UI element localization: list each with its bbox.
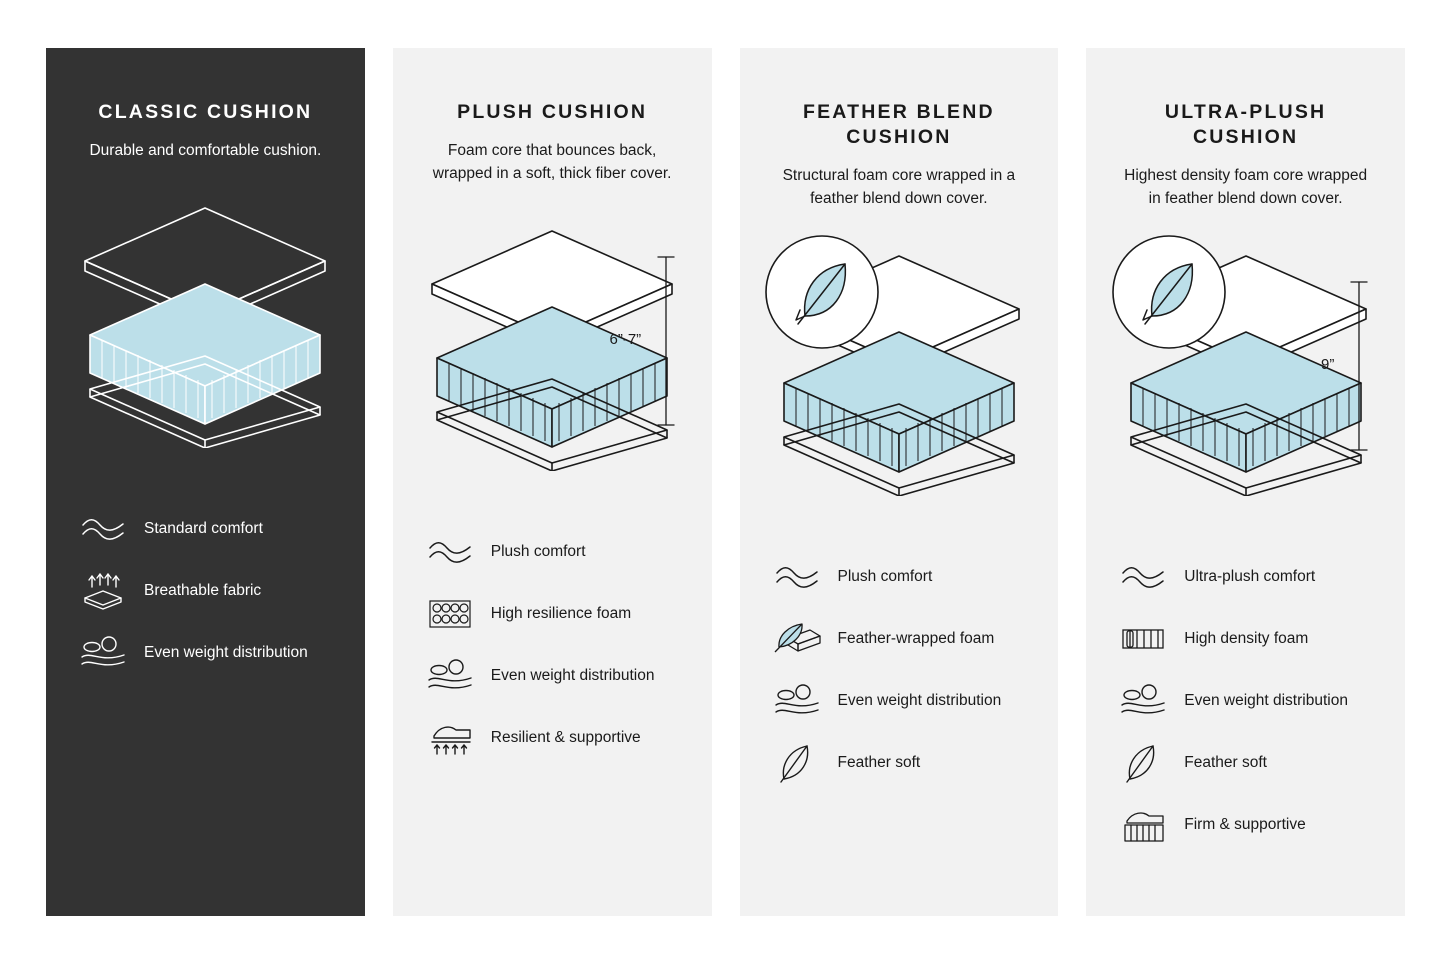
wave-icon (419, 539, 481, 565)
firm-support-icon (1119, 805, 1167, 845)
high-density-foam-icon (1112, 623, 1174, 655)
cushion-diagram-area (419, 211, 686, 511)
feather-icon (777, 741, 817, 785)
feature-list (72, 506, 339, 676)
cushion-card-ultra-plush-cushion[interactable] (1086, 48, 1405, 916)
feather-wrapped-foam-icon (772, 620, 822, 658)
feature-label: Standard comfort (144, 519, 263, 537)
feather-icon (766, 741, 828, 785)
feather-wrapped-foam-icon (766, 620, 828, 658)
weight-distribution-icon (79, 635, 127, 671)
weight-distribution-icon (1112, 683, 1174, 719)
feature-label: Feather soft (837, 753, 921, 771)
feature-label: Even weight distribution (144, 643, 308, 661)
feature-label: Even weight distribution (490, 666, 655, 684)
feature-label: Even weight distribution (837, 691, 1002, 709)
cushion-diagram-area (1112, 236, 1379, 536)
card-description: Foam core that bounces back, wrapped in a soft, thick fiber cover. (432, 141, 672, 183)
wave-icon (774, 564, 820, 590)
dimension-label: 9” (1321, 356, 1335, 374)
feature-item (766, 740, 1033, 786)
wave-icon (427, 539, 473, 565)
feature-label: High density foam (1184, 629, 1309, 647)
feather-badge-icon (762, 232, 882, 352)
feature-item (419, 653, 686, 699)
cushion-layer-diagram (70, 188, 340, 448)
feature-label: Feather soft (1184, 753, 1267, 771)
feature-label: Even weight distribution (1184, 691, 1348, 709)
card-title: PLUSH CUSHION (457, 101, 648, 123)
feature-list (766, 554, 1033, 786)
wave-icon (80, 516, 126, 542)
feature-item (419, 591, 686, 637)
cushion-diagram-area (766, 236, 1033, 536)
resilient-support-icon (426, 718, 474, 758)
dimension-indicator (1319, 276, 1381, 456)
card-title: CLASSIC CUSHION (98, 101, 313, 123)
feature-item (1112, 616, 1379, 662)
weight-distribution-icon (419, 658, 481, 694)
wave-icon (1112, 564, 1174, 590)
feather-icon (1112, 741, 1174, 785)
feature-item (72, 630, 339, 676)
feature-label: Firm & supportive (1184, 815, 1306, 833)
feather-icon (1123, 741, 1163, 785)
card-title: ULTRA-PLUSH CUSHION (1164, 101, 1327, 148)
feature-label: Resilient & supportive (490, 728, 641, 746)
card-description: Structural foam core wrapped in a feather blend down cover. (782, 166, 1016, 208)
feature-item (1112, 678, 1379, 724)
card-description: Highest density foam core wrapped in feather blend down cover. (1124, 166, 1368, 208)
feature-list (1112, 554, 1379, 848)
feature-item (1112, 802, 1379, 848)
dimension-label: 6”-7” (609, 331, 642, 349)
resilient-support-icon (419, 718, 481, 758)
honeycomb-foam-icon (426, 595, 474, 633)
wave-icon (1120, 564, 1166, 590)
firm-support-icon (1112, 805, 1174, 845)
cushion-card-plush-cushion[interactable] (393, 48, 712, 916)
feature-label: High resilience foam (490, 604, 632, 622)
weight-distribution-icon (1119, 683, 1167, 719)
honeycomb-foam-icon (419, 595, 481, 633)
weight-distribution-icon (773, 683, 821, 719)
feature-label: Feather-wrapped foam (837, 629, 995, 647)
feature-item (72, 568, 339, 614)
weight-distribution-icon (72, 635, 134, 671)
feature-label: Plush comfort (837, 567, 933, 585)
feature-item (419, 715, 686, 761)
feature-item (1112, 740, 1379, 786)
feature-item (72, 506, 339, 552)
cushion-card-classic-cushion[interactable] (46, 48, 365, 916)
weight-distribution-icon (426, 658, 474, 694)
cushion-exploded-view (70, 188, 340, 448)
cushion-diagram-area (72, 188, 339, 488)
feature-item (766, 616, 1033, 662)
feature-item (766, 678, 1033, 724)
feature-label: Breathable fabric (144, 581, 262, 599)
dimension-indicator (609, 251, 688, 431)
card-description: Durable and comfortable cushion. (89, 141, 322, 159)
breathable-fabric-icon (72, 571, 134, 611)
cushion-exploded-view (764, 236, 1034, 496)
feature-item (1112, 554, 1379, 600)
weight-distribution-icon (766, 683, 828, 719)
feather-badge-icon (1109, 232, 1229, 352)
card-title: FEATHER BLEND CUSHION (802, 101, 995, 148)
high-density-foam-icon (1119, 623, 1167, 655)
feature-label: Plush comfort (490, 542, 586, 560)
wave-icon (766, 564, 828, 590)
feature-list (419, 529, 686, 761)
cushion-card-feather-blend-cushion[interactable] (740, 48, 1059, 916)
wave-icon (72, 516, 134, 542)
feature-item (766, 554, 1033, 600)
breathable-fabric-icon (79, 571, 127, 611)
feature-label: Ultra-plush comfort (1184, 567, 1316, 585)
feature-item (419, 529, 686, 575)
